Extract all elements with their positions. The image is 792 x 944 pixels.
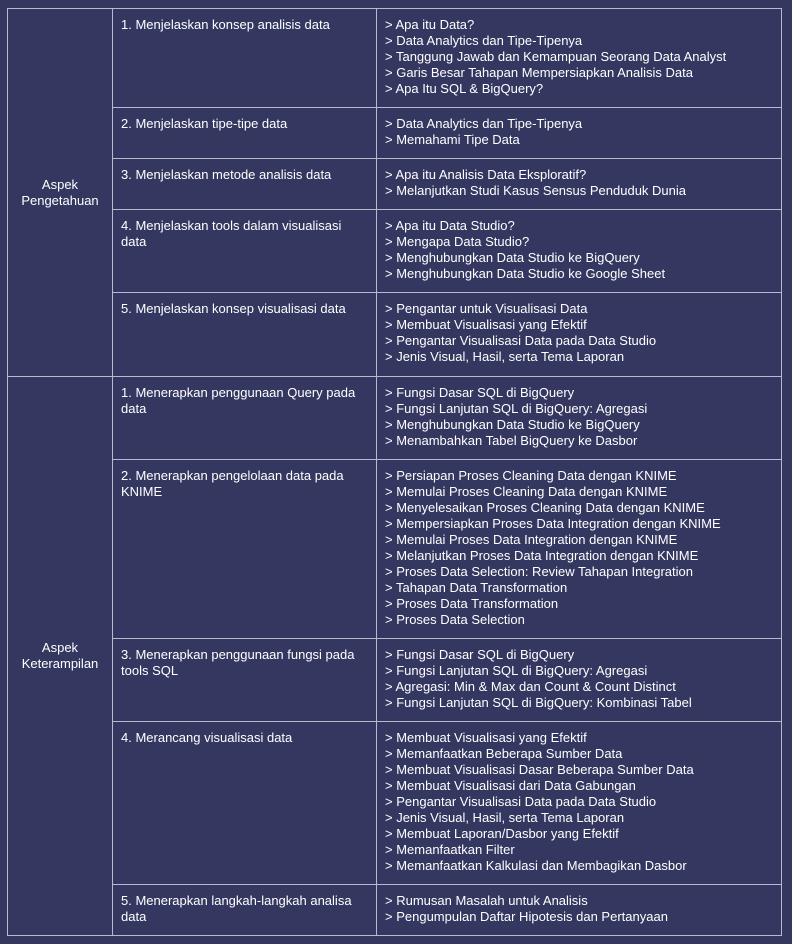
topic-item: > Membuat Visualisasi yang Efektif bbox=[385, 730, 587, 745]
topic-item: > Persiapan Proses Cleaning Data dengan KNIME bbox=[385, 468, 677, 483]
topic-item: > Tahapan Data Transformation bbox=[385, 580, 568, 595]
table-row bbox=[8, 722, 782, 885]
learning-goal-cell bbox=[113, 639, 377, 722]
table-row bbox=[8, 210, 782, 293]
aspect-label-line1: Aspek bbox=[41, 640, 79, 655]
learning-goal-text: 4. Merancang visualisasi data bbox=[121, 730, 293, 745]
topic-item: > Menghubungkan Data Studio ke Google Sheet bbox=[385, 266, 666, 281]
learning-goal-cell bbox=[113, 210, 377, 293]
topics-cell bbox=[377, 377, 782, 460]
topic-item: > Apa Itu SQL & BigQuery? bbox=[385, 81, 544, 96]
table-row bbox=[8, 293, 782, 377]
topic-item: > Menghubungkan Data Studio ke BigQuery bbox=[385, 250, 640, 265]
topic-item: > Apa itu Data Studio? bbox=[385, 218, 515, 233]
curriculum-table-body bbox=[8, 9, 782, 936]
topic-item: > Melanjutkan Proses Data Integration dengan KNIME bbox=[385, 548, 699, 563]
topic-item: > Menambahkan Tabel BigQuery ke Dasbor bbox=[385, 433, 638, 448]
learning-goal-text: 1. Menjelaskan konsep analisis data bbox=[121, 17, 330, 32]
aspect-label-line1: Aspek bbox=[41, 176, 79, 192]
topic-item: > Fungsi Lanjutan SQL di BigQuery: Agregasi bbox=[385, 663, 648, 678]
table-row bbox=[8, 159, 782, 210]
topic-item: > Pengantar Visualisasi Data pada Data Studio bbox=[385, 333, 657, 348]
topic-item: > Fungsi Dasar SQL di BigQuery bbox=[385, 647, 575, 662]
aspect-label-line2: Pengetahuan bbox=[21, 192, 99, 208]
topic-item: > Fungsi Dasar SQL di BigQuery bbox=[385, 385, 575, 400]
topic-item: > Data Analytics dan Tipe-Tipenya bbox=[385, 33, 583, 48]
topic-item: > Menyelesaikan Proses Cleaning Data dengan KNIME bbox=[385, 500, 705, 515]
learning-goal-text: 5. Menjelaskan konsep visualisasi data bbox=[121, 301, 346, 316]
topic-item: > Membuat Visualisasi Dasar Beberapa Sumber Data bbox=[385, 762, 694, 777]
topics-cell bbox=[377, 885, 782, 936]
topic-item: > Memanfaatkan Kalkulasi dan Membagikan Dasbor bbox=[385, 858, 687, 873]
topic-item: > Fungsi Lanjutan SQL di BigQuery: Agregasi bbox=[385, 401, 648, 416]
topics-cell bbox=[377, 460, 782, 639]
topic-item: > Memulai Proses Data Integration dengan KNIME bbox=[385, 532, 678, 547]
topic-item: > Proses Data Transformation bbox=[385, 596, 559, 611]
topic-item: > Membuat Visualisasi yang Efektif bbox=[385, 317, 587, 332]
learning-goal-cell bbox=[113, 722, 377, 885]
topic-item: > Apa itu Data? bbox=[385, 17, 475, 32]
table-row bbox=[8, 377, 782, 460]
topic-item: > Memanfaatkan Filter bbox=[385, 842, 515, 857]
topic-item: > Tanggung Jawab dan Kemampuan Seorang Data Analyst bbox=[385, 49, 727, 64]
topic-item: > Apa itu Analisis Data Eksploratif? bbox=[385, 167, 587, 182]
topic-item: > Pengantar untuk Visualisasi Data bbox=[385, 301, 588, 316]
topics-cell bbox=[377, 210, 782, 293]
table-row bbox=[8, 108, 782, 159]
learning-goal-cell bbox=[113, 377, 377, 460]
learning-goal-text: 3. Menjelaskan metode analisis data bbox=[121, 167, 332, 182]
aspect-cell bbox=[8, 9, 113, 377]
topic-item: > Memahami Tipe Data bbox=[385, 132, 520, 147]
topics-cell bbox=[377, 159, 782, 210]
learning-goal-text: 2. Menerapkan pengelolaan data pada KNIME bbox=[121, 468, 344, 499]
topic-item: > Melanjutkan Studi Kasus Sensus Penduduk Dunia bbox=[385, 183, 686, 198]
learning-goal-cell bbox=[113, 108, 377, 159]
learning-goal-text: 1. Menerapkan penggunaan Query pada data bbox=[121, 385, 356, 416]
topic-item: > Memulai Proses Cleaning Data dengan KNIME bbox=[385, 484, 668, 499]
learning-goal-text: 2. Menjelaskan tipe-tipe data bbox=[121, 116, 288, 131]
learning-goal-cell bbox=[113, 460, 377, 639]
topic-item: > Membuat Laporan/Dasbor yang Efektif bbox=[385, 826, 619, 841]
topic-item: > Data Analytics dan Tipe-Tipenya bbox=[385, 116, 583, 131]
table-row bbox=[8, 460, 782, 639]
topic-item: > Pengantar Visualisasi Data pada Data Studio bbox=[385, 794, 657, 809]
learning-goal-cell bbox=[113, 159, 377, 210]
topic-item: > Mengapa Data Studio? bbox=[385, 234, 530, 249]
topic-item: > Mempersiapkan Proses Data Integration dengan KNIME bbox=[385, 516, 721, 531]
topic-item: > Agregasi: Min & Max dan Count & Count Distinct bbox=[385, 679, 676, 694]
learning-goal-text: 3. Menerapkan penggunaan fungsi pada tools SQL bbox=[121, 647, 355, 678]
table-row bbox=[8, 885, 782, 936]
topic-item: > Jenis Visual, Hasil, serta Tema Laporan bbox=[385, 349, 625, 364]
learning-goal-cell bbox=[113, 293, 377, 377]
learning-goal-cell bbox=[113, 885, 377, 936]
table-row bbox=[8, 9, 782, 108]
topic-item: > Proses Data Selection bbox=[385, 612, 525, 627]
learning-goal-cell bbox=[113, 9, 377, 108]
topic-item: > Garis Besar Tahapan Mempersiapkan Analisis Data bbox=[385, 65, 693, 80]
topic-item: > Membuat Visualisasi dari Data Gabungan bbox=[385, 778, 636, 793]
topic-item: > Jenis Visual, Hasil, serta Tema Laporan bbox=[385, 810, 625, 825]
topics-cell bbox=[377, 639, 782, 722]
aspect-label-line2: Keterampilan bbox=[21, 656, 99, 671]
learning-goal-text: 5. Menerapkan langkah-langkah analisa data bbox=[121, 893, 352, 924]
topic-item: > Fungsi Lanjutan SQL di BigQuery: Kombinasi Tabel bbox=[385, 695, 692, 710]
aspect-cell bbox=[8, 377, 113, 936]
topic-item: > Pengumpulan Daftar Hipotesis dan Pertanyaan bbox=[385, 909, 668, 924]
topics-cell bbox=[377, 293, 782, 377]
learning-goal-text: 4. Menjelaskan tools dalam visualisasi data bbox=[121, 218, 342, 249]
table-row bbox=[8, 639, 782, 722]
topic-item: > Proses Data Selection: Review Tahapan Integration bbox=[385, 564, 693, 579]
topic-item: > Menghubungkan Data Studio ke BigQuery bbox=[385, 417, 640, 432]
topics-cell bbox=[377, 722, 782, 885]
topics-cell bbox=[377, 9, 782, 108]
topic-item: > Memanfaatkan Beberapa Sumber Data bbox=[385, 746, 623, 761]
topics-cell bbox=[377, 108, 782, 159]
curriculum-table bbox=[7, 8, 782, 936]
topic-item: > Rumusan Masalah untuk Analisis bbox=[385, 893, 588, 908]
